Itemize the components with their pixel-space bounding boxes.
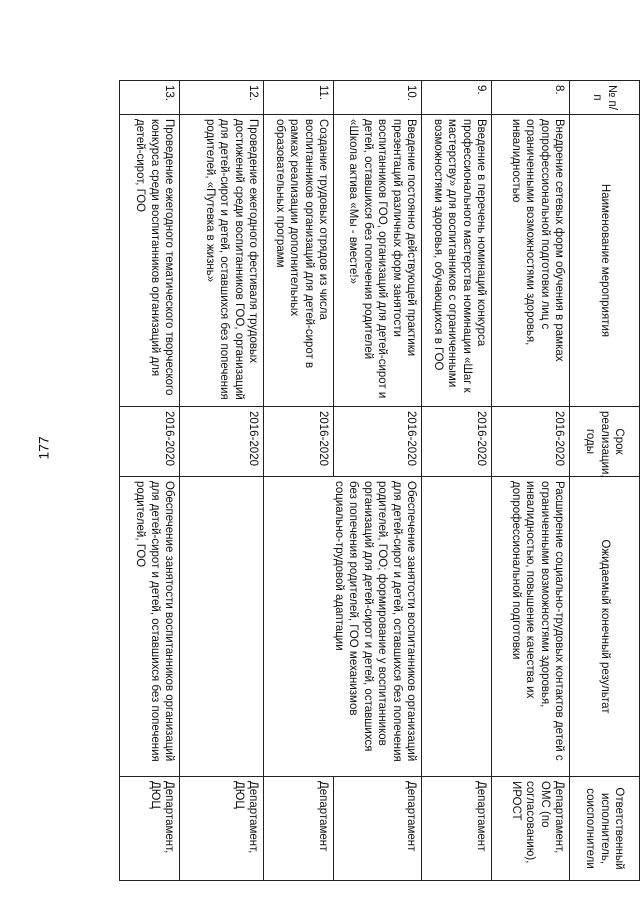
cell-term: 2016-2020	[264, 407, 334, 477]
cell-term: 2016-2020	[492, 407, 570, 477]
table-header-row	[570, 81, 640, 881]
activities-table	[119, 80, 640, 881]
table-row	[492, 81, 570, 881]
cell-name: Внедрение сетевых форм обучения в рамках допрофессиональной подготовки лиц с ограниченными возможностями здоровья, инвалидностью	[492, 115, 570, 407]
cell-responsible: Департамент	[264, 777, 334, 881]
header-name: Наименование мероприятия	[570, 115, 640, 407]
cell-responsible: Департамент	[422, 777, 492, 881]
cell-num: 13.	[120, 81, 180, 115]
cell-num: 10.	[334, 81, 422, 115]
header-num: № п/п	[570, 81, 640, 115]
cell-responsible: Департамент	[334, 777, 422, 881]
cell-responsible: Департамент, ДЮЦ	[180, 777, 264, 881]
cell-term: 2016-2020	[120, 407, 180, 477]
cell-num: 8.	[492, 81, 570, 115]
page-number: 177	[35, 436, 52, 460]
cell-result	[422, 477, 492, 777]
cell-result: Обеспечение занятости воспитанников организаций для детей-сирот и детей, оставшихся без попечения родителей, ГОО	[120, 477, 180, 777]
table-row	[334, 81, 422, 881]
cell-result	[180, 477, 264, 777]
header-responsible: Ответственный исполнитель, соисполнители	[570, 777, 640, 881]
header-term: Срок реализации, годы	[570, 407, 640, 477]
cell-num: 9.	[422, 81, 492, 115]
cell-name: Введение постоянно действующей практики презентаций различных форм занятости воспитанников ГОО, организаций для детей-сирот и детей, оставшихся без попечения родителей «Школа актива «Мы - вместе!»	[334, 115, 422, 407]
cell-name: Введение в перечень номинаций конкурса профессионального мастерства номинации «Шаг к мастерству» для воспитанников с ограниченными возможностями здоровья, обучающихся в ГОО	[422, 115, 492, 407]
table-container	[120, 80, 640, 880]
table-row	[422, 81, 492, 881]
header-result: Ожидаемый конечный результат	[570, 477, 640, 777]
cell-result: Расширение социально-трудовых контактов детей с ограниченными возможностями здоровья, инвалидностью, повышение качества их допрофессиональной подготовки	[492, 477, 570, 777]
cell-num: 11.	[264, 81, 334, 115]
table-row	[120, 81, 180, 881]
cell-num: 12.	[180, 81, 264, 115]
cell-name: Создание трудовых отрядов из числа воспитанников организаций для детей-сирот в рамках реализации дополнительных образовательных программ	[264, 115, 334, 407]
table-row	[180, 81, 264, 881]
cell-term: 2016-2020	[180, 407, 264, 477]
cell-term: 2016-2020	[334, 407, 422, 477]
cell-responsible: Департамент, ОМС (по согласованию), ИРОСТ	[492, 777, 570, 881]
cell-term: 2016-2020	[422, 407, 492, 477]
cell-responsible: Департамент, ДЮЦ	[120, 777, 180, 881]
cell-result: Обеспечение занятости воспитанников организаций для детей-сирот и детей, оставшихся без попечения родителей, ГОО; формирование у воспитанников организаций для детей-сирот и детей, оставшихся без попечения родителей, ГОО механизмов социально-трудовой адаптации	[264, 477, 422, 777]
cell-name: Проведение ежегодного фестиваля трудовых достижений среди воспитанников ГОО, организаций для детей-сирот и детей, оставшихся без попечения родителей, «Путевка в жизнь»	[180, 115, 264, 407]
cell-name: Проведение ежегодного тематического творческого конкурса среди воспитанников организаций для детей-сирот, ГОО	[120, 115, 180, 407]
